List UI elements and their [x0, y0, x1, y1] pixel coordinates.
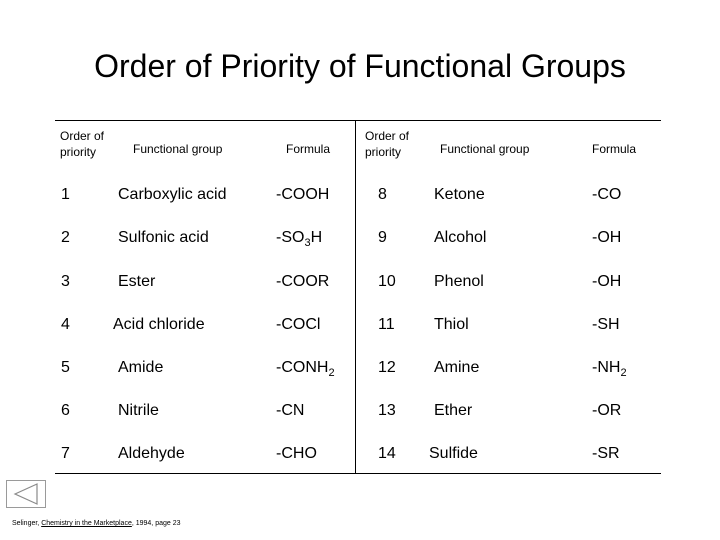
formula-cell: -CO — [592, 186, 622, 203]
group-cell: Acid chloride — [113, 316, 205, 333]
group-cell: Ester — [118, 273, 156, 290]
formula-cell: -COOR — [276, 273, 330, 290]
citation-book: Chemistry in the Marketplace — [41, 520, 132, 527]
formula-cell: -SH — [592, 316, 620, 333]
formula-cell: -OH — [592, 229, 622, 246]
group-cell: Alcohol — [434, 229, 487, 246]
order-cell: 5 — [61, 359, 70, 376]
order-cell: 3 — [61, 273, 70, 290]
header-order-line1: Order of — [365, 129, 410, 143]
header-order-line2: priority — [365, 145, 402, 159]
back-button[interactable] — [6, 480, 46, 508]
group-cell: Thiol — [434, 316, 469, 333]
group-cell: Ether — [434, 402, 473, 419]
header-formula-left: Formula — [286, 142, 331, 156]
back-arrow-icon — [7, 481, 45, 507]
group-cell: Phenol — [434, 273, 484, 290]
order-cell: 10 — [378, 273, 396, 290]
group-cell: Sulfonic acid — [118, 229, 209, 246]
formula-cell: -COOH — [276, 186, 330, 203]
formula-cell: $-SO_3H$ — [276, 229, 323, 249]
table-bottom-rule — [55, 473, 661, 474]
order-cell: 8 — [378, 186, 387, 203]
formula-cell: $-CONH_2$ — [276, 359, 335, 379]
group-cell: Sulfide — [429, 445, 478, 462]
page-title: Order of Priority of Functional Groups — [94, 48, 626, 84]
order-cell: 14 — [378, 445, 396, 462]
group-cell: Aldehyde — [118, 445, 185, 462]
formula-cell: -OR — [592, 402, 622, 419]
formula-cell: -COCl — [276, 316, 321, 333]
formula-cell: -OH — [592, 273, 622, 290]
header-order-line1: Order of — [60, 129, 105, 143]
formula-cell: $-NH_2$ — [592, 359, 627, 379]
formula-cell: -CN — [276, 402, 305, 419]
header-order-right — [365, 128, 409, 160]
header-order-left — [60, 128, 104, 160]
order-cell: 4 — [61, 316, 70, 333]
group-cell: Carboxylic acid — [118, 186, 227, 203]
citation: Selinger, Chemistry in the Marketplace, 1994, page 23 — [12, 520, 181, 527]
group-cell: Amine — [434, 359, 480, 376]
header-order-line2: priority — [60, 145, 97, 159]
group-cell: Ketone — [434, 186, 485, 203]
header-group-right: Functional group — [440, 142, 530, 156]
order-cell: 6 — [61, 402, 70, 419]
order-cell: 13 — [378, 402, 396, 419]
group-cell: Nitrile — [118, 402, 159, 419]
table-top-rule — [55, 120, 661, 121]
order-cell: 12 — [378, 359, 396, 376]
group-cell: Amide — [118, 359, 164, 376]
formula-cell: -SR — [592, 445, 620, 462]
header-group-left: Functional group — [133, 142, 223, 156]
header-formula-right: Formula — [592, 142, 637, 156]
formula-cell: -CHO — [276, 445, 317, 462]
order-cell: 9 — [378, 229, 387, 246]
order-cell: 2 — [61, 229, 70, 246]
order-cell: 1 — [61, 186, 70, 203]
order-cell: 7 — [61, 445, 70, 462]
order-cell: 11 — [378, 316, 395, 333]
table-divider — [355, 120, 356, 473]
